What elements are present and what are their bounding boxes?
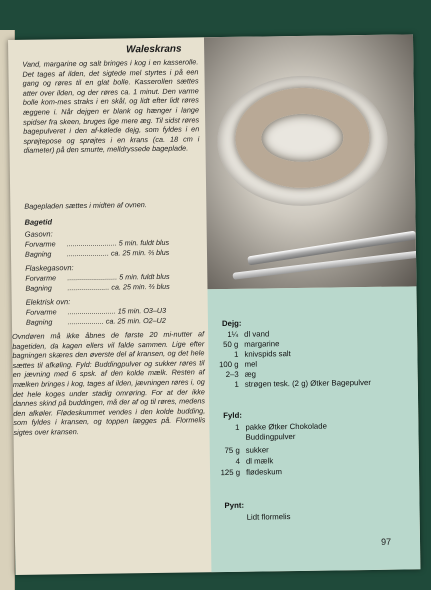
oven-position-note: Bagepladen sættes i midten af ovnen. bbox=[24, 200, 147, 211]
pynt-line: Lidt flormelis bbox=[246, 512, 291, 522]
gasovn-heading: Gasovn: bbox=[24, 229, 53, 239]
flaskegasovn-row-forvarme: Forvarme ......................... 5 min. fuldt blus bbox=[25, 271, 170, 283]
recipe-title: Waleskrans bbox=[126, 43, 182, 56]
flaskegasovn-heading: Flaskegasovn: bbox=[25, 263, 74, 273]
ingredients-panel bbox=[207, 286, 420, 572]
ingredient-line: 1 strøgen tesk. (2 g) Øtker Bagepulver bbox=[234, 377, 371, 389]
elektrisk-row-forvarme: Forvarme ........................ 15 min. O3–U3 bbox=[25, 305, 167, 317]
ingredient-line: 2–3 æg bbox=[225, 369, 257, 379]
flaskegasovn-row-bagning: Bagning ..................... ca. 25 min. ⅔ blus bbox=[25, 281, 170, 293]
ingredient-line: 4 dl mælk bbox=[235, 456, 274, 466]
ingredient-line: 50 g margarine bbox=[223, 339, 280, 350]
bagetid-heading: Bagetid bbox=[24, 217, 53, 227]
ingredient-line: 100 g mel bbox=[218, 359, 258, 370]
gasovn-row-bagning: Bagning ..................... ca. 25 min. ⅔ blus bbox=[24, 247, 170, 259]
fyld-heading: Fyld: bbox=[223, 410, 242, 421]
ingredient-line: 1 pakke Øtker Chokolade bbox=[235, 421, 327, 432]
cookbook-page bbox=[8, 34, 420, 575]
ingredient-line: 1¼ dl vand bbox=[227, 329, 270, 339]
elektrisk-row-bagning: Bagning .................. ca. 25 min. O2–U2 bbox=[25, 315, 166, 327]
page-number: 97 bbox=[380, 536, 392, 547]
ingredient-line: Buddingpulver bbox=[245, 432, 296, 442]
elektrisk-ovn-heading: Elektrisk ovn: bbox=[25, 297, 71, 307]
dejg-heading: Dejg: bbox=[221, 318, 242, 329]
ingredient-line: 1 knivspids salt bbox=[234, 349, 291, 359]
pynt-heading: Pynt: bbox=[224, 500, 245, 511]
gasovn-row-forvarme: Forvarme ......................... 5 min. fuldt blus bbox=[24, 237, 170, 249]
ingredient-line: 75 g sukker bbox=[224, 445, 269, 456]
ingredient-line: 125 g flødeskum bbox=[220, 467, 283, 478]
recipe-intro-text: Vand, margarine og salt bringes i kog i en kasserolle. Det tages af ilden, det sigtede mel styrtes i på een gang og røres til en glat bolle. Kasserollen sættes atter over ilden, og der røres ca. 1 minut. Den varme bolle kom-mes straks i en skål, og lidt efter lidt røres æggene i. Når dejgen er blank og hænger i lange spidser fra skeen, bruges lige mere æg. Til sidst røres bagepulveret i den af-kølede dejg, som fyldes i en sprøjtepose og sprøjtes i en krans (ca. 18 cm i diameter) på den smurte, melldryssede bageplade. bbox=[22, 57, 200, 156]
recipe-instructions-text: Ovndøren må ikke åbnes de første 20 mi-nutter af bagetiden, da kagen ellers vil falde sammen. Lige efter bagningen skæres den øverste del af kransen, og det hele sættes til afkøling. Fyld: Buddingpulver og sukker røres til en jævning med 6 spsk. af den kolde mælk. Resten af mælken bringes i kog, tages af ilden, jævningen røres i, og det hele koges under stadig omrøring. For at der ikke dannes skind på buddingen, må der af og til røres, medens den afkøler. Flødeskummet vendes i den kolde budding, som fyldes i kransen, og toppen lægges på. Flormelis sigtes over kransen. bbox=[12, 329, 206, 437]
recipe-photo bbox=[204, 34, 416, 289]
